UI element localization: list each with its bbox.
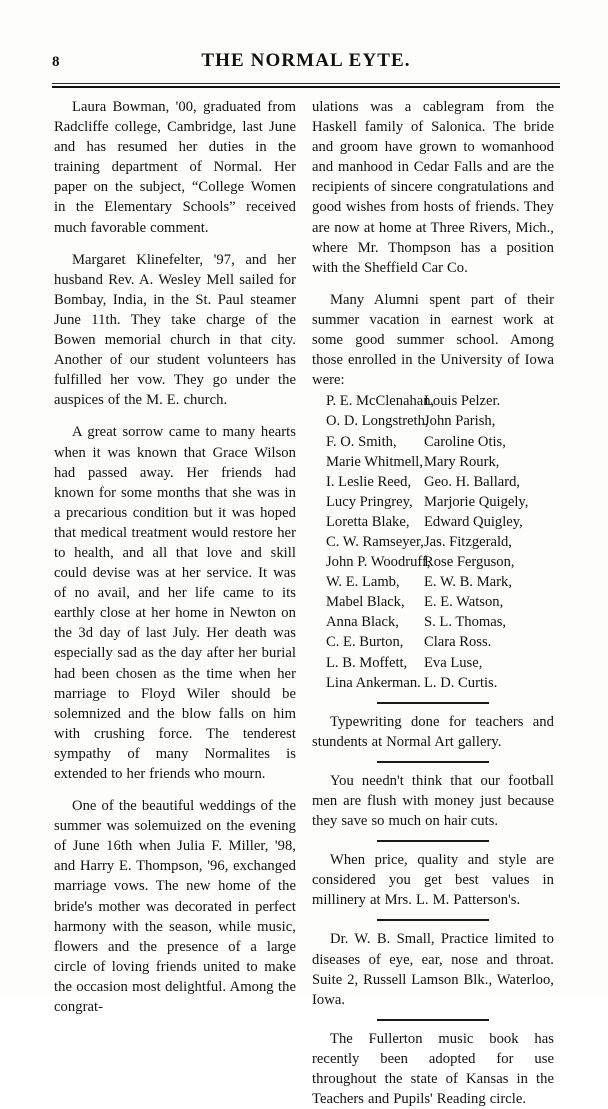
section-divider (377, 840, 489, 842)
section-divider (377, 761, 489, 763)
section-divider (377, 919, 489, 921)
roster-name: E. E. Watson, (424, 594, 504, 611)
roster-row (312, 452, 554, 472)
notice-paragraph: The Fullerton music book has recently been adopted for use throughout the state of Kansas in the Teachers and Pupils' Reading circle. (312, 1030, 554, 1108)
header-rule-thin (52, 83, 560, 84)
roster-name: S. L. Thomas, (424, 614, 507, 631)
roster-row (312, 391, 554, 411)
roster-name: Marjorie Quigely, (424, 493, 529, 510)
roster-name: L. B. Moffett, (326, 654, 408, 671)
notice-paragraph: When price, quality and style are considered you get best values in millinery at Mrs. L. M. Patterson's. (312, 852, 554, 909)
roster-name: Louis Pelzer. (424, 393, 501, 410)
section-divider (377, 702, 489, 704)
article-paragraph-continuation: ulations was a cablegram from the Haskell family of Salonica. The bride and groom have grown to womanhood and manhood in Cedar Falls and are the recipients of sincere congratulations and good wishes from hosts of friends. They are now at home at Three Rivers, Mich., where Mr. Thompson has a position with the Sheffield Car Co. (312, 99, 554, 276)
roster-name: Rose Ferguson, (424, 554, 515, 571)
roster-row (312, 673, 554, 693)
roster-name: Mabel Black, (326, 594, 405, 611)
roster-name: W. E. Lamb, (326, 574, 400, 591)
roster-row (312, 492, 554, 512)
alumni-name-list (312, 391, 554, 692)
page-header (52, 50, 560, 80)
notice-paragraph: You needn't think that our football men are flush with money just because they save so much on hair cuts. (312, 772, 554, 830)
roster-name: Jas. Fitzgerald, (424, 533, 512, 550)
roster-name: C. W. Ramseyer, (326, 533, 424, 550)
roster-name: Lucy Pringrey, (326, 493, 413, 510)
section-divider (377, 1019, 489, 1021)
column-left (54, 97, 296, 1017)
article-paragraph: Laura Bowman, '00, graduated from Radcliffe college, Cambridge, last June and has resumed her duties in the training department of Normal. Her paper on the subject, “College Women in the Elementary Schools” received much favorable comment. (54, 99, 296, 236)
roster-row (312, 632, 554, 652)
article-paragraph: Margaret Klinefelter, '97, and her husband Rev. A. Wesley Mell sailed for Bombay, India, in the St. Paul steamer June 11th. They take charge of the Bowen memorial church in that city. Another of our student volunteers has fulfilled her vow. They go under the auspices of the M. E. church. (54, 251, 296, 409)
roster-row (312, 552, 554, 572)
header-rule-thick (52, 86, 560, 88)
roster-name: O. D. Longstreth, (326, 413, 429, 430)
roster-name: John Parish, (424, 413, 496, 430)
roster-name: Marie Whitmell, (326, 453, 423, 470)
roster-name: I. Leslie Reed, (326, 473, 412, 490)
roster-row (312, 572, 554, 592)
roster-name: Caroline Otis, (424, 433, 506, 450)
roster-name: P. E. McClenahan, (326, 393, 435, 410)
roster-name: Edward Quigley, (424, 513, 523, 530)
roster-name: F. O. Smith, (326, 433, 397, 450)
roster-name: Anna Black, (326, 614, 399, 631)
roster-row (312, 432, 554, 452)
roster-name: John P. Woodruff, (326, 554, 431, 571)
roster-name: Clara Ross. (424, 634, 492, 651)
roster-row (312, 612, 554, 632)
roster-name: Loretta Blake, (326, 513, 410, 530)
roster-row (312, 411, 554, 431)
notice-paragraph: Dr. W. B. Small, Practice limited to diseases of eye, ear, nose and throat. Suite 2, Russell Lamson Blk., Waterloo, Iowa. (312, 931, 554, 1008)
roster-row (312, 592, 554, 612)
publication-title: THE NORMAL EYTE. (201, 50, 411, 71)
roster-name: Eva Luse, (424, 654, 483, 671)
article-paragraph: One of the beautiful weddings of the summer was solemuized on the evening of June 16th when Julia F. Miller, '98, and Harry E. Thompson, '96, exchanged marriage vows. The new home of the bride's mother was decorated in perfect harmony with the season, while music, flowers and the presence of a large circle of loving friends united to make the occasion most delightful. Among the congrat- (54, 798, 296, 1016)
notice-paragraph: Typewriting done for teachers and stundents at Normal Art gallery. (312, 713, 554, 750)
alumni-intro-paragraph: Many Alumni spent part of their summer vacation in earnest work at some good summer school. Among those enrolled in the University of Iowa were: (312, 291, 554, 389)
page-number: 8 (52, 54, 60, 70)
roster-row (312, 472, 554, 492)
roster-name: Mary Rourk, (424, 453, 500, 470)
article-paragraph: A great sorrow came to many hearts when it was known that Grace Wilson had passed away. Her friends had known for some months that she was in a precarious condition but it was hoped that medical treatment would restore her to health, and all that love and skill could devise was at her service. It was of no avail, and her life came to its earthly close at her home in Newton on the 3d day of last July. Her death was especially sad as the day after her burial had been chosen as the time when her marriage to Floyd Wiler should be solemnized and the blow falls on him with crushing force. The tenderest sympathy of many Normalites is extended to her friends who mourn. (54, 424, 296, 782)
roster-name: Lina Ankerman. (326, 674, 421, 691)
roster-name: E. W. B. Mark, (424, 574, 512, 591)
roster-row (312, 653, 554, 673)
column-right (312, 97, 554, 1109)
roster-name: Geo. H. Ballard, (424, 473, 521, 490)
roster-row (312, 532, 554, 552)
roster-name: C. E. Burton, (326, 634, 404, 651)
roster-name: L. D. Curtis. (424, 674, 498, 691)
roster-row (312, 512, 554, 532)
